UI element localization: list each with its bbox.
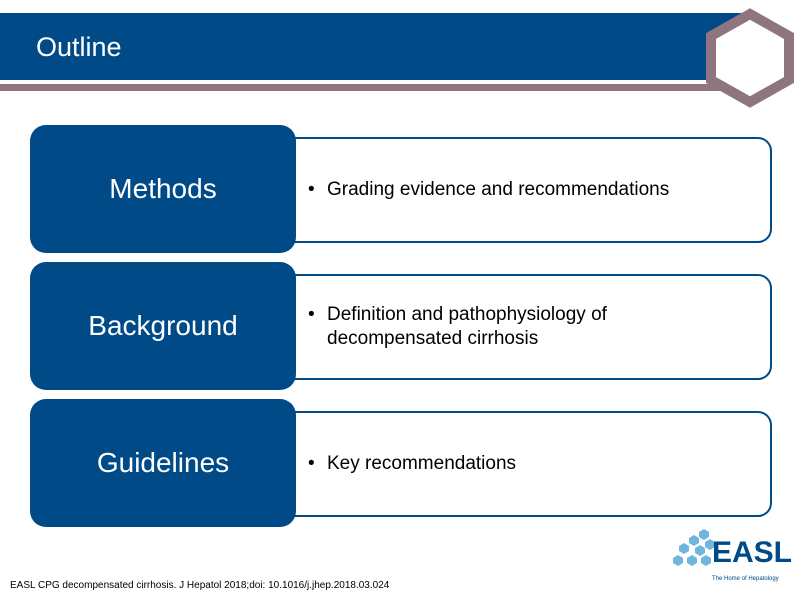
slide-title: Outline: [36, 32, 122, 62]
section-content-box: [282, 274, 772, 380]
easl-tagline: The Home of Hepatology: [712, 576, 779, 582]
header-divider: [0, 84, 745, 91]
outline-row-background: [30, 262, 775, 390]
bullet-text: Grading evidence and recommendations: [327, 179, 670, 200]
section-label: Guidelines: [96, 447, 230, 478]
easl-logo: [670, 527, 793, 589]
section-content-box: [282, 411, 772, 517]
bullet-text: Definition and pathophysiology of decompensated cirrhosis: [327, 304, 607, 349]
bullet-text: Key recommendations: [327, 453, 517, 474]
section-label-box: [30, 262, 296, 390]
bullet-icon: •: [308, 453, 315, 474]
outline-row-methods: [30, 125, 775, 253]
bullet-icon: •: [308, 304, 315, 325]
section-label: Methods: [109, 173, 217, 204]
easl-wordmark: EASL: [712, 536, 793, 569]
section-label-box: [30, 125, 296, 253]
bullet-icon: •: [308, 179, 315, 200]
section-label: Background: [88, 310, 238, 341]
hexagon-icon: [703, 8, 797, 108]
section-content-box: [282, 137, 772, 243]
section-label-box: [30, 399, 296, 527]
citation-footer: EASL CPG decompensated cirrhosis. J Hepatol 2018;doi: 10.1016/j.jhep.2018.03.024: [10, 580, 390, 591]
outline-row-guidelines: [30, 399, 775, 527]
